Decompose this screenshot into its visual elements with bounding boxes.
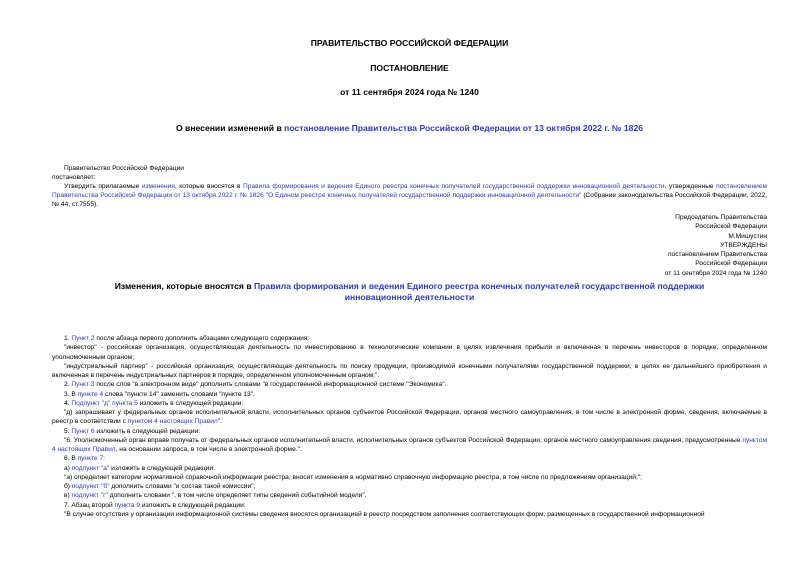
item-6c-text: дополнить словами ", в том числе определяет типы сведений событийной модели". [107, 492, 367, 500]
item-6-text: : [103, 455, 105, 463]
item-6 [52, 454, 767, 463]
resolution-intro [52, 164, 767, 209]
intro-line-1: Правительство Российской Федерации [64, 165, 184, 172]
item-2 [52, 380, 767, 389]
item-4-quote [52, 408, 767, 427]
item-4-quote-text: "д) запрашивает у федеральных органов исполнительной власти, исполнительных органов субъектов Российской Федерации, органов местного самоуправления, в том числе в электронной форме, сведения, включаемые в реестр в соответствии с [52, 409, 767, 426]
item-2-text: после слов "в электронном виде" дополнить словами "в государственной информационной системе "Экономика". [94, 381, 447, 389]
item-5-quote-end: , на основании запроса, в том числе в электронной форме.". [115, 446, 302, 454]
item-6c [52, 491, 767, 500]
item-6c-num: в) [64, 492, 72, 500]
signature-line-2: Российской Федерации [695, 223, 767, 231]
signature-line-1: Председатель Правительства [675, 214, 767, 221]
changes-title-link[interactable]: Правила формирования и ведения Единого реестра конечных получателей государственной поддержки инновационной деятельности [254, 281, 705, 303]
document-type: ПОСТАНОВЛЕНИЕ [370, 63, 449, 73]
item-5-num: 5. [64, 427, 72, 435]
item-1-text: после абзаца первого дополнить абзацами следующего содержания: [94, 335, 310, 343]
item-4 [52, 399, 767, 408]
item-3-text: слова "пункте 14" заменить словами "пункте 13". [103, 390, 255, 398]
item-1-num: 1. [64, 335, 72, 343]
signature-line-4: УТВЕРЖДЕНЫ [720, 241, 767, 249]
item-6a-quote: "а) определяет категории нормативной справочной информации реестра, вносит изменения в нормативно справочную информацию реестра, в том числе по предложениям организаций;"; [64, 473, 642, 481]
item-7 [52, 501, 767, 510]
item-4-quote-end: ". [217, 418, 222, 426]
intro-text-d: (Собрание законодательства Российской Федерации, 2022, № 44, ст.7555). [52, 192, 767, 208]
link-point-6[interactable]: Пункт 6 [71, 427, 95, 435]
signature-line-5: постановлением Правительства [667, 251, 767, 259]
item-3 [52, 390, 767, 399]
link-subpoint-b[interactable]: подпункт "б" [71, 483, 110, 491]
item-7-quote: "В случае отсутствия у организации информационной системы сведения вносятся организацией в реестр посредством заполнения соответствующих форм, размещенных в государственной информационной [64, 510, 705, 518]
item-6b [52, 482, 767, 491]
link-point-5[interactable]: пункта 5 [112, 399, 138, 407]
document-title-prefix: О внесении изменений в [175, 123, 285, 133]
link-point-2[interactable]: Пункт 2 [71, 335, 95, 343]
item-6a-num: а) [64, 464, 72, 472]
link-rules[interactable]: Правила формирования и ведения Единого реестра конечных получателей государственной поддержки инновационной деятельности [243, 183, 665, 190]
link-point-4-rules-2[interactable]: пунктом 4 настоящих Правил [52, 436, 767, 454]
signature-line-7: от 11 сентября 2024 года № 1240 [664, 269, 767, 277]
intro-paragraph [52, 182, 767, 209]
item-5-quote-text: "6. Уполномоченный орган вправе получать от федеральных органов исполнительной власти, исполнительных органов субъектов Российской Федерации, органов местного самоуправления сведения, предусмотренные [64, 436, 743, 444]
link-point-4-rules[interactable]: пунктом 4 настоящих Правил [127, 418, 218, 426]
link-point-4[interactable]: пункте 4 [77, 390, 104, 398]
item-3-num: 3. В [64, 390, 78, 398]
link-point-7[interactable]: пункте 7 [77, 455, 104, 463]
document-date-number: от 11 сентября 2024 года № 1240 [340, 87, 479, 97]
item-5-quote [52, 436, 767, 455]
item-1-quote-1: "инвестор" - российская организация, осуществляющая деятельность по инвестированию в технологические компании в целях извлечения прибыли и включенная в перечень инвесторов в порядке, определенном уполномоченным органом; [52, 344, 767, 361]
link-point-3[interactable]: Пункт 3 [71, 381, 95, 389]
signature-block [52, 213, 767, 278]
item-6b-num: б) [64, 483, 72, 491]
intro-text-a: Утвердить прилагаемые [64, 183, 142, 190]
government-header: ПРАВИТЕЛЬСТВО РОССИЙСКОЙ ФЕДЕРАЦИИ [310, 38, 509, 48]
item-1-quote-2: "индустриальный партнер" - российская организация, осуществляющая деятельность по поиску продукции, производимой конечными получателями государственной поддержки, в целях ее дальнейшего приобретения и включенная в перечень индустриальных партнеров в порядке, определенном уполномоченным органом;". [52, 362, 767, 380]
link-changes[interactable]: изменения [141, 183, 175, 190]
item-5-text: изложить в следующей редакции: [94, 427, 201, 435]
intro-text-c: , утвержденные [664, 183, 717, 190]
item-7-text: изложить в следующей редакции: [140, 501, 246, 509]
title-link-resolution-1826[interactable]: постановление Правительства Российской Федерации от 13 октября 2022 г. № 1826 [284, 123, 644, 133]
signature-line-6: Российской Федерации [695, 260, 767, 268]
link-subpoint-g[interactable]: подпункт "г" [71, 492, 108, 500]
link-point-9[interactable]: пункта 9 [114, 501, 141, 509]
item-2-num: 2. [64, 381, 72, 389]
item-6a [52, 464, 767, 473]
intro-line-2: постановляет: [52, 174, 96, 181]
document-title [52, 123, 767, 133]
link-resolution[interactable]: постановлением Правительства Российской Федерации от 13 октября 2022 г. № 1826 "О Едином реестре конечных получателей государственной поддержки инновационной деятельности" [52, 183, 767, 199]
changes-title [52, 281, 767, 303]
link-subpoint-d[interactable]: Подпункт "д" [71, 399, 111, 407]
item-6-num: 6. В [64, 455, 78, 463]
item-7-num: 7. Абзац второй [64, 501, 115, 509]
intro-text-b: , которые вносятся в [174, 183, 244, 190]
item-4-text: изложить в следующей редакции: [137, 399, 244, 407]
item-4-num: 4. [64, 399, 72, 407]
item-6a-text: изложить в следующей редакции: [109, 464, 215, 472]
link-subpoint-a[interactable]: подпункт "а" [71, 464, 110, 472]
signature-line-3: М.Мишустин [728, 232, 767, 240]
changes-body [52, 334, 767, 519]
item-5 [52, 427, 767, 436]
item-6b-text: дополнить словами "и состав такой комиссии"; [109, 483, 256, 491]
item-1 [52, 334, 767, 343]
changes-title-prefix: Изменения, которые вносятся в [114, 281, 254, 292]
